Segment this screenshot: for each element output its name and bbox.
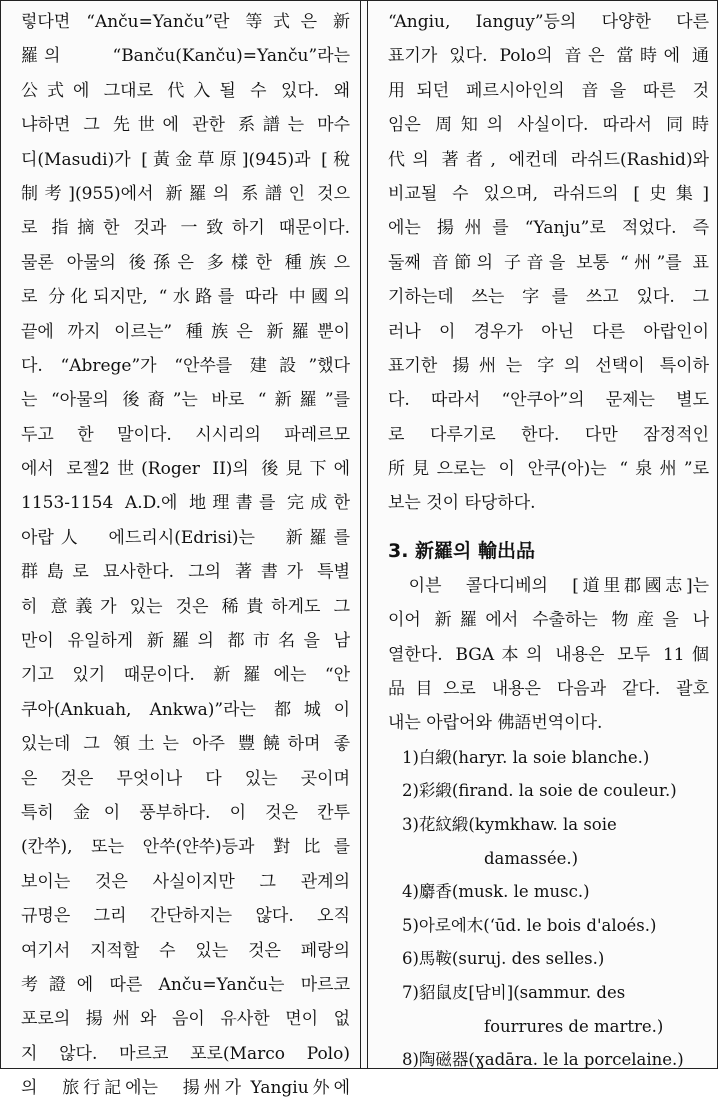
text-line: 에는 揚州를 “Yanju”로 적었다. 즉 bbox=[388, 218, 709, 239]
paragraph-line: 이어 新羅에서 수출하는 物産을 나 bbox=[388, 610, 709, 631]
text-line: 지 않다. 마르코 포로(Marco Polo) bbox=[21, 1043, 350, 1064]
text-line: 히 意義가 있는 것은 稀貴하게도 그 bbox=[21, 596, 350, 617]
text-line: 는 “아물의 後裔”는 바로 “新羅”를 bbox=[21, 390, 350, 411]
text-line: 표기가 있다. Polo의 音은 當時에 通 bbox=[388, 46, 709, 67]
text-line: 임은 周知의 사실이다. 따라서 同時 bbox=[388, 115, 709, 136]
text-line: “Angiu, Ianguy”등의 다양한 다른 bbox=[388, 12, 709, 32]
export-item: fourrures de martre.) bbox=[484, 1016, 664, 1036]
export-items-list bbox=[388, 741, 709, 1077]
left-column bbox=[1, 1, 360, 1099]
text-line: 로 分化되지만, “水路를 따라 中國의 bbox=[21, 287, 350, 308]
paragraph-line: 내는 아랍어와 佛語번역이다. bbox=[388, 713, 603, 734]
text-line: 표기한 揚州는 字의 선택이 특이하 bbox=[388, 355, 709, 376]
paragraph-line: 열한다. BGA本의 내용은 모두 11個 bbox=[388, 644, 709, 665]
text-line: 에서 로젤2世(Roger II)의 後見下에 bbox=[21, 459, 350, 480]
export-item: 8)陶磁器(ɣadāra. le la porcelaine.) bbox=[402, 1050, 684, 1070]
text-line: 있는데 그 領土는 아주 豐饒하며 좋 bbox=[21, 734, 350, 755]
text-line: 보이는 것은 사실이지만 그 관계의 bbox=[21, 871, 350, 892]
export-item: 3)花紋緞(kymkhaw. la soie bbox=[402, 815, 617, 834]
text-line: 로 指摘한 것과 一致하기 때문이다. bbox=[21, 218, 350, 239]
text-line: 1153-1154 A.D.에 地理書를 完成한 bbox=[21, 493, 350, 514]
column-divider-right bbox=[367, 1, 368, 1068]
text-line: 代의 著者, 에컨데 라쉬드(Rashid)와 bbox=[388, 149, 709, 170]
export-item: 4)麝香(musk. le musc.) bbox=[402, 882, 590, 902]
text-line: 考證에 따른 Anču=Yanču는 마르코 bbox=[21, 974, 350, 995]
text-line: 다. “Abrege”가 “안쑤를 建設”했다 bbox=[21, 355, 350, 376]
export-item: 1)白緞(haryr. la soie blanche.) bbox=[402, 747, 650, 767]
text-line: 둘째 音節의 子音을 보통 “州”를 표 bbox=[388, 252, 709, 273]
text-line: 러나 이 경우가 아닌 다른 아랍인이 bbox=[388, 321, 709, 342]
text-line: 냐하면 그 先世에 관한 系譜는 마수 bbox=[21, 115, 350, 136]
text-line: 포로의 揚州와 음이 유사한 면이 없 bbox=[21, 1009, 350, 1030]
right-body-text bbox=[388, 5, 709, 521]
text-line: 렇다면 “Anču=Yanču”란 等式은 新 bbox=[21, 12, 350, 32]
text-line: 여기서 지적할 수 있는 것은 페랑의 bbox=[21, 940, 350, 961]
text-line: 다. 따라서 “안쿠아”의 문제는 별도 bbox=[388, 390, 709, 411]
text-line: 기고 있기 때문이다. 新羅에는 “안 bbox=[21, 665, 350, 686]
text-line: 특히 金이 풍부하다. 이 것은 칸투 bbox=[21, 802, 350, 823]
paragraph-line: 品目으로 내용은 다음과 같다. 괄호 bbox=[388, 679, 709, 700]
section-title: 3. 新羅의 輸出品 bbox=[388, 539, 536, 562]
text-line: 아랍人 에드리시(Edrisi)는 新羅를 bbox=[21, 527, 350, 548]
section-paragraph bbox=[388, 569, 709, 741]
text-line: 群島로 묘사한다. 그의 著書가 특별 bbox=[21, 562, 350, 583]
export-item: 5)아로에木(ʻūd. le bois d'aloés.) bbox=[402, 915, 657, 935]
column-divider-left bbox=[360, 1, 361, 1068]
text-line: 보는 것이 타당하다. bbox=[388, 493, 536, 514]
text-line: 쿠아(Ankuah, Ankwa)”라는 都城이 bbox=[21, 699, 350, 720]
text-line: 로 다루기로 한다. 다만 잠정적인 bbox=[388, 424, 709, 445]
text-line: (칸쑤), 또는 안쑤(얀쑤)등과 對比를 bbox=[21, 837, 350, 858]
export-item: 2)彩緞(firand. la soie de couleur.) bbox=[402, 781, 677, 801]
text-line: 끝에 까지 이르는” 種族은 新羅뿐이 bbox=[21, 321, 350, 342]
text-line: 制考](955)에서 新羅의 系譜인 것으 bbox=[21, 183, 350, 204]
text-line: 은 것은 무엇이나 다 있는 곳이며 bbox=[21, 768, 350, 789]
text-line: 비교될 수 있으며, 라쉬드의 [史集] bbox=[388, 183, 709, 204]
text-line: 두고 한 말이다. 시시리의 파레르모 bbox=[21, 424, 350, 445]
export-item: 7)貂鼠皮[담비](sammur. des bbox=[402, 982, 626, 1002]
text-line: 羅의 “Banču(Kanču)=Yanču”라는 bbox=[21, 46, 350, 67]
text-line: 의 旅行記에는 揚州가 Yangiu外에 bbox=[21, 1078, 350, 1099]
text-line: 所見으로는 이 안쿠(아)는 “泉州”로 bbox=[388, 459, 709, 480]
text-line: 규명은 그리 간단하지는 않다. 오직 bbox=[21, 906, 350, 927]
export-item: 6)馬鞍(suruj. des selles.) bbox=[402, 949, 605, 969]
text-line: 디(Masudi)가 [黃金草原](945)과 [稅 bbox=[21, 149, 350, 170]
right-column bbox=[369, 1, 718, 1068]
text-line: 물론 아물의 後孫은 多樣한 種族으 bbox=[21, 252, 350, 273]
text-line: 기하는데 쓰는 字를 쓰고 있다. 그 bbox=[388, 287, 709, 308]
text-line: 만이 유일하게 新羅의 都市名을 남 bbox=[21, 631, 350, 652]
text-line: 公式에 그대로 代入될 수 있다. 왜 bbox=[21, 80, 350, 101]
text-line: 用되던 페르시아인의 音을 따른 것 bbox=[388, 80, 709, 101]
paragraph-line: 이븐 콜다디베의 [道里郡國志]는 bbox=[388, 575, 709, 596]
export-item: damassée.) bbox=[484, 848, 579, 868]
